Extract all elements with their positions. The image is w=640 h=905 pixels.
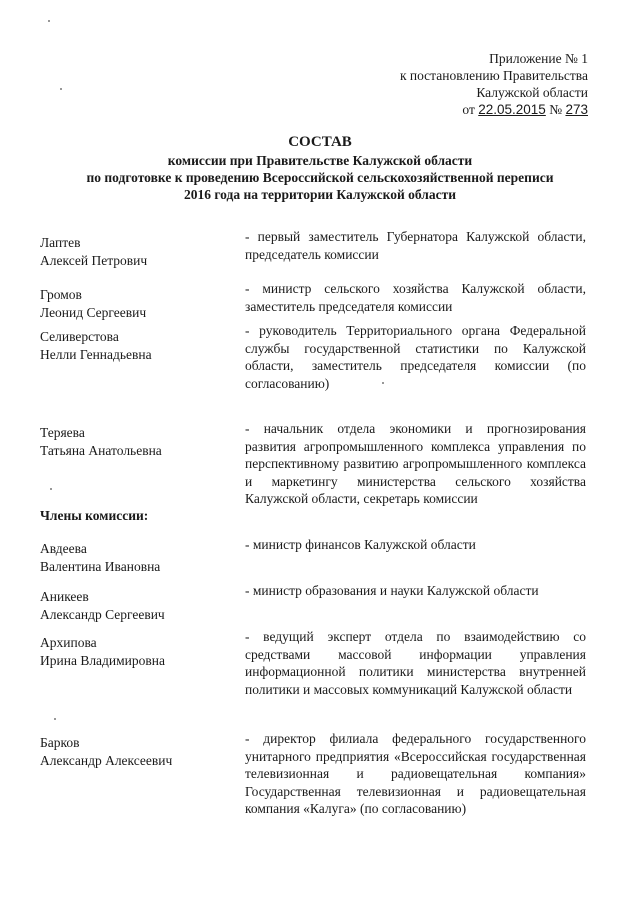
person-role: - директор филиала федерального государственного унитарного предприятия «Всероссийская государственная телевизионная и радиовещательная компания» Государственная телевизионная и радиовещательная компания «Калуга» (по согласованию) — [245, 731, 586, 816]
person-name — [40, 540, 230, 575]
person-role: - руководитель Территориального органа Федеральной службы государственной статистики по Калужской области, заместитель председателя комиссии (по согласованию) — [245, 323, 586, 391]
person-name — [40, 328, 230, 363]
person-surname: Теряева — [40, 425, 85, 440]
appendix-region: Калужской области — [476, 85, 588, 100]
person-name — [40, 734, 230, 769]
scan-speck — [60, 88, 62, 90]
person-name — [40, 286, 230, 321]
resolution-number: 273 — [565, 102, 588, 117]
title-line-1: комиссии при Правительстве Калужской области — [167, 153, 473, 168]
person-given-name: Леонид Сергеевич — [40, 304, 147, 320]
person-given-name: Александр Алексеевич — [40, 752, 173, 768]
number-prefix: № — [549, 102, 563, 117]
person-role: - ведущий эксперт отдела по взаимодействию со средствами массовой информации управления информационной политики министерства внутренней политики и массовых коммуникаций Калужской области — [245, 629, 586, 697]
person-surname: Барков — [40, 735, 80, 750]
person-name — [40, 424, 230, 459]
person-given-name: Валентина Ивановна — [40, 558, 161, 574]
person-given-name: Татьяна Анатольевна — [40, 442, 162, 458]
person-surname: Архипова — [40, 635, 97, 650]
appendix-date-line — [400, 101, 588, 118]
person-given-name: Нелли Геннадьевна — [40, 346, 152, 362]
appendix-resolution: к постановлению Правительства — [399, 68, 588, 83]
person-surname: Громов — [40, 287, 82, 302]
person-role: - начальник отдела экономики и прогнозирования развития агропромышленного комплекса управления по перспективному развитию агропромышленного комплекса и маркетингу министерства сельского хозяйства Калужской области, секретарь комиссии — [245, 421, 586, 506]
document-title — [40, 134, 600, 203]
person-name — [40, 634, 230, 669]
person-name — [40, 234, 230, 269]
date-prefix: от — [462, 102, 475, 117]
person-role: - министр сельского хозяйства Калужской области, заместитель председателя комиссии — [245, 281, 586, 314]
scan-speck — [48, 20, 50, 22]
appendix-number: Приложение № 1 — [489, 51, 588, 66]
person-role: - министр образования и науки Калужской области — [245, 583, 539, 598]
person-given-name: Ирина Владимировна — [40, 652, 166, 668]
title-line-3: 2016 года на территории Калужской области — [183, 187, 456, 202]
scan-speck — [54, 718, 56, 720]
person-surname: Селиверстова — [40, 329, 119, 344]
person-surname: Авдеева — [40, 541, 87, 556]
resolution-date: 22.05.2015 — [478, 102, 546, 117]
person-given-name: Алексей Петрович — [40, 252, 148, 268]
appendix-header — [400, 50, 588, 118]
scan-speck — [50, 488, 52, 490]
person-role: - министр финансов Калужской области — [245, 537, 476, 552]
person-role: - первый заместитель Губернатора Калужской области, председатель комиссии — [245, 229, 586, 262]
person-surname: Лаптев — [40, 235, 81, 250]
members-heading: Члены комиссии: — [40, 508, 149, 523]
title-line-2: по подготовке к проведению Всероссийской сельскохозяйственной переписи — [86, 170, 554, 185]
person-given-name: Александр Сергеевич — [40, 606, 165, 622]
title-main: СОСТАВ — [288, 134, 352, 150]
person-name — [40, 588, 230, 623]
person-surname: Аникеев — [40, 589, 89, 604]
